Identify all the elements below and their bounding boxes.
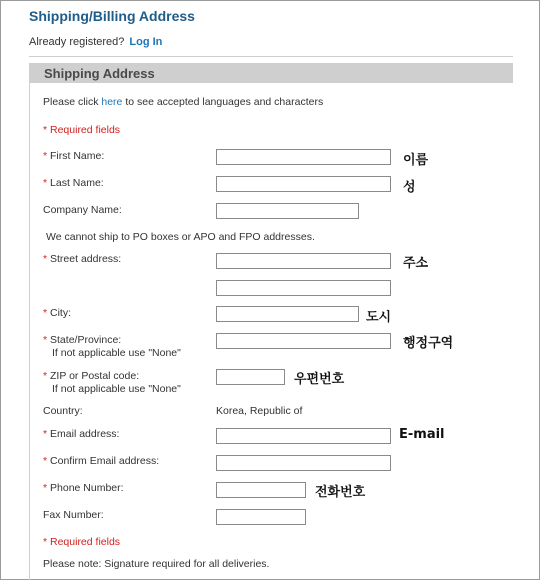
already-registered-text: Already registered? bbox=[29, 36, 125, 48]
phone-label-text: Phone Number: bbox=[50, 482, 124, 494]
last-name-label-text: Last Name: bbox=[50, 177, 104, 189]
first-name-input[interactable] bbox=[216, 149, 391, 165]
fax-label: Fax Number: bbox=[43, 509, 104, 521]
phone-hint: 전화번호 bbox=[315, 485, 366, 500]
street-label-text: Street address: bbox=[50, 253, 122, 265]
languages-note bbox=[43, 96, 323, 108]
required-fields-note-bottom: * Required fields bbox=[43, 536, 121, 548]
languages-note-prefix: Please click bbox=[43, 96, 99, 108]
last-name-input[interactable] bbox=[216, 176, 391, 192]
email-label-text: Email address: bbox=[50, 428, 120, 440]
country-value: Korea, Republic of bbox=[216, 405, 303, 417]
last-name-hint: 성 bbox=[403, 180, 416, 195]
section-left-border bbox=[29, 83, 30, 580]
zip-input[interactable] bbox=[216, 369, 285, 385]
city-label: * City: bbox=[43, 307, 72, 319]
languages-link[interactable]: here bbox=[101, 96, 123, 108]
zip-sub-label: If not applicable use "None" bbox=[52, 383, 181, 395]
phone-label: * Phone Number: bbox=[43, 482, 124, 494]
company-label: Company Name: bbox=[43, 204, 122, 216]
street-input-1[interactable] bbox=[216, 253, 391, 269]
city-input[interactable] bbox=[216, 306, 359, 322]
fax-input[interactable] bbox=[216, 509, 306, 525]
phone-input[interactable] bbox=[216, 482, 306, 498]
required-fields-note: * Required fields bbox=[43, 124, 121, 136]
state-input[interactable] bbox=[216, 333, 391, 349]
zip-label-text: ZIP or Postal code: bbox=[50, 370, 140, 382]
section-header bbox=[29, 63, 513, 83]
confirm-email-input[interactable] bbox=[216, 455, 391, 471]
street-input-2[interactable] bbox=[216, 280, 391, 296]
first-name-label-text: First Name: bbox=[50, 150, 105, 162]
page-title: Shipping/Billing Address bbox=[29, 8, 195, 24]
company-input[interactable] bbox=[216, 203, 359, 219]
email-input[interactable] bbox=[216, 428, 391, 444]
street-hint: 주소 bbox=[403, 256, 429, 271]
zip-hint: 우편번호 bbox=[294, 372, 345, 387]
last-name-label: * Last Name: bbox=[43, 177, 104, 189]
state-sub-label: If not applicable use "None" bbox=[52, 347, 181, 359]
email-label: * Email address: bbox=[43, 428, 120, 440]
first-name-hint: 이름 bbox=[403, 153, 429, 168]
country-label: Country: bbox=[43, 405, 83, 417]
po-warning: We cannot ship to PO boxes or APO and FPO addresses. bbox=[46, 231, 315, 243]
city-label-text: City: bbox=[50, 307, 72, 319]
already-registered bbox=[29, 36, 162, 48]
email-hint: E-mail bbox=[399, 427, 445, 442]
confirm-email-label: * Confirm Email address: bbox=[43, 455, 160, 467]
confirm-email-label-text: Confirm Email address: bbox=[50, 455, 160, 467]
header-divider bbox=[29, 56, 513, 57]
street-label: * Street address: bbox=[43, 253, 122, 265]
login-link[interactable]: Log In bbox=[129, 36, 163, 48]
state-label-text: State/Province: bbox=[50, 334, 122, 346]
city-hint: 도시 bbox=[366, 310, 392, 325]
signature-note: Please note: Signature required for all deliveries. bbox=[43, 558, 270, 570]
section-title: Shipping Address bbox=[44, 66, 155, 81]
languages-note-suffix: to see accepted languages and characters bbox=[125, 96, 324, 108]
zip-label: * ZIP or Postal code: bbox=[43, 370, 140, 382]
first-name-label: * First Name: bbox=[43, 150, 105, 162]
state-hint: 행정구역 bbox=[403, 336, 454, 351]
state-label: * State/Province: bbox=[43, 334, 122, 346]
